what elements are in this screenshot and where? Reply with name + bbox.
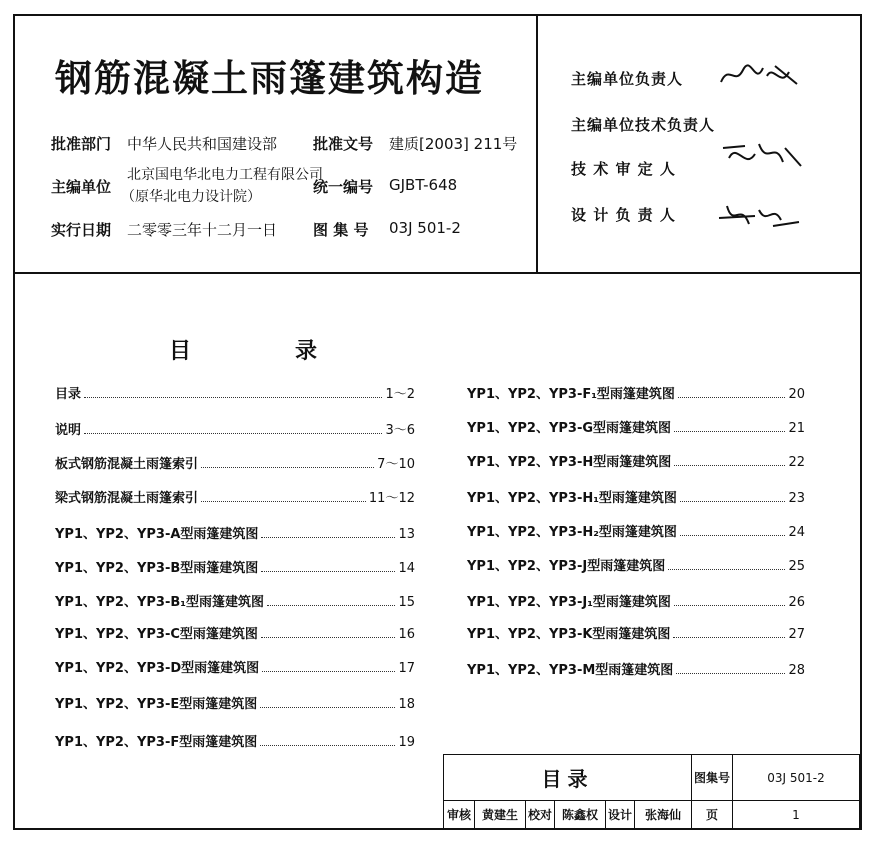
toc-entry-label: YP1、YP2、YP3-E型雨篷建筑图: [55, 697, 258, 712]
leader-dots: [674, 605, 786, 606]
resp-tech-reviewer: 技 术 审 定 人: [571, 160, 676, 178]
toc-heading-b: 录: [295, 339, 318, 364]
toc-entry-page: 20: [788, 387, 805, 402]
toc-entry-label: YP1、YP2、YP3-H₁型雨篷建筑图: [467, 491, 677, 506]
toc-entry-label: YP1、YP2、YP3-F型雨篷建筑图: [55, 735, 258, 750]
title-block-atlas-label: 图集号: [692, 755, 733, 801]
resp-design-lead: 设 计 负 责 人: [571, 206, 676, 224]
toc-entry-page: 11～12: [368, 491, 415, 506]
leader-dots: [261, 637, 396, 638]
leader-dots: [680, 501, 786, 502]
toc-entry-page: 19: [398, 735, 415, 750]
toc-entry-page: 21: [788, 421, 805, 436]
resp-chief-unit: 主编单位负责人: [571, 70, 684, 88]
toc-entry[interactable]: [467, 622, 805, 642]
leader-dots: [676, 673, 785, 674]
meta-value-effective-date: 二零零三年十二月一日: [127, 221, 278, 239]
toc-entry-page: 23: [788, 491, 805, 506]
meta-value-editor-unit: 北京国电华北电力工程有限公司: [127, 167, 323, 183]
leader-dots: [201, 501, 366, 502]
toc-entry-label: YP1、YP2、YP3-D型雨篷建筑图: [55, 661, 260, 676]
leader-dots: [84, 397, 382, 398]
title-block-name: 目录: [444, 755, 692, 801]
toc-entry[interactable]: [55, 730, 415, 750]
toc-entry-label: 目录: [55, 387, 82, 402]
toc-entry-label: YP1、YP2、YP3-F₁型雨篷建筑图: [467, 387, 675, 402]
toc-entry-label: YP1、YP2、YP3-M型雨篷建筑图: [467, 663, 674, 678]
toc-entry[interactable]: [55, 382, 415, 402]
toc-entry-label: 说明: [55, 423, 82, 438]
title-block-check-label: 校对: [526, 801, 555, 829]
toc-entry-label: 板式钢筋混凝土雨篷索引: [55, 457, 199, 472]
leader-dots: [260, 745, 395, 746]
toc-entry[interactable]: [55, 522, 415, 542]
meta-value-atlas-no: 03J 501-2: [389, 219, 461, 237]
toc-entry-page: 14: [398, 561, 415, 576]
toc-entry[interactable]: [55, 486, 415, 506]
title-block-atlas-value: 03J 501-2: [733, 755, 860, 801]
leader-dots: [260, 707, 395, 708]
meta-value-approval-no: 建质[2003] 211号: [389, 135, 518, 153]
toc-entry-label: YP1、YP2、YP3-A型雨篷建筑图: [55, 527, 259, 542]
toc-entry-label: YP1、YP2、YP3-G型雨篷建筑图: [467, 421, 672, 436]
toc-entry-page: 3～6: [385, 423, 415, 438]
title-block-check-name: 陈鑫权: [555, 801, 606, 829]
toc-entry-page: 1～2: [385, 387, 415, 402]
toc-entry[interactable]: [55, 590, 415, 610]
title-block-page-value: 1: [733, 801, 860, 829]
title-block-review-label: 审核: [444, 801, 475, 829]
title-block-design-label: 设计: [606, 801, 635, 829]
leader-dots: [267, 605, 395, 606]
toc-entry[interactable]: [467, 658, 805, 678]
title-block-design-name: 张海仙: [635, 801, 692, 829]
leader-dots: [680, 535, 786, 536]
toc-entry-label: YP1、YP2、YP3-J₁型雨篷建筑图: [467, 595, 671, 610]
meta-label-approval-no: 批准文号: [313, 135, 374, 153]
leader-dots: [674, 465, 785, 466]
toc-entry-page: 28: [788, 663, 805, 678]
meta-label-effective-date: 实行日期: [51, 221, 112, 239]
resp-tech-chief: 主编单位技术负责人: [571, 116, 716, 134]
title-block-page-label: 页: [692, 801, 733, 829]
signature-image: [715, 136, 805, 176]
meta-label-atlas-no: 图 集 号: [313, 221, 369, 239]
toc-entry-page: 16: [398, 627, 415, 642]
toc-entry[interactable]: [467, 450, 805, 470]
leader-dots: [262, 671, 395, 672]
toc-entry[interactable]: [467, 520, 805, 540]
toc-entry-label: YP1、YP2、YP3-H型雨篷建筑图: [467, 455, 672, 470]
meta-value-unified-no: GJBT-648: [389, 176, 458, 194]
toc-entry-page: 25: [788, 559, 805, 574]
drawing-sheet: [13, 14, 862, 830]
toc-entry[interactable]: [467, 554, 805, 574]
toc-entry[interactable]: [55, 452, 415, 472]
toc-entry-label: YP1、YP2、YP3-H₂型雨篷建筑图: [467, 525, 677, 540]
leader-dots: [261, 571, 395, 572]
meta-label-unified-no: 统一编号: [313, 178, 374, 196]
toc-entry[interactable]: [55, 692, 415, 712]
toc-entry-label: YP1、YP2、YP3-C型雨篷建筑图: [55, 627, 258, 642]
toc-entry-label: YP1、YP2、YP3-J型雨篷建筑图: [467, 559, 666, 574]
toc-entry[interactable]: [55, 656, 415, 676]
toc-entry-label: YP1、YP2、YP3-B型雨篷建筑图: [55, 561, 259, 576]
toc-entry-page: 7～10: [377, 457, 415, 472]
toc-entry-label: YP1、YP2、YP3-K型雨篷建筑图: [467, 627, 671, 642]
header-vertical-divider: [536, 16, 538, 272]
meta-value-editor-unit-former: （原华北电力设计院）: [121, 189, 261, 205]
toc-entry[interactable]: [55, 418, 415, 438]
meta-label-approval-dept: 批准部门: [51, 135, 112, 153]
leader-dots: [201, 467, 374, 468]
document-title: 钢筋混凝土雨篷建筑构造: [55, 57, 484, 100]
meta-value-approval-dept: 中华人民共和国建设部: [127, 135, 278, 153]
leader-dots: [261, 537, 395, 538]
signature-image: [715, 196, 805, 236]
title-block-review-name: 黄建生: [475, 801, 526, 829]
leader-dots: [674, 431, 785, 432]
toc-entry-page: 13: [398, 527, 415, 542]
title-block: [443, 754, 860, 828]
toc-entry-page: 27: [788, 627, 805, 642]
leader-dots: [84, 433, 382, 434]
toc-entry-label: YP1、YP2、YP3-B₁型雨篷建筑图: [55, 595, 264, 610]
toc-entry[interactable]: [55, 556, 415, 576]
toc-entry-page: 26: [788, 595, 805, 610]
signature-image: [715, 56, 805, 96]
toc-entry-page: 18: [398, 697, 415, 712]
toc-entry-page: 24: [788, 525, 805, 540]
toc-entry[interactable]: [467, 590, 805, 610]
toc-heading-a: 目: [169, 339, 192, 364]
leader-dots: [668, 569, 785, 570]
toc-entry-label: 梁式钢筋混凝土雨篷索引: [55, 491, 199, 506]
meta-label-editor-unit: 主编单位: [51, 178, 112, 196]
toc-entry-page: 15: [398, 595, 415, 610]
toc-entry-page: 17: [398, 661, 415, 676]
toc-entry[interactable]: [55, 622, 415, 642]
toc-entry[interactable]: [467, 486, 805, 506]
header-divider: [15, 272, 860, 274]
leader-dots: [673, 637, 785, 638]
toc-entry[interactable]: [467, 382, 805, 402]
toc-entry-page: 22: [788, 455, 805, 470]
toc-entry[interactable]: [467, 416, 805, 436]
leader-dots: [678, 397, 786, 398]
